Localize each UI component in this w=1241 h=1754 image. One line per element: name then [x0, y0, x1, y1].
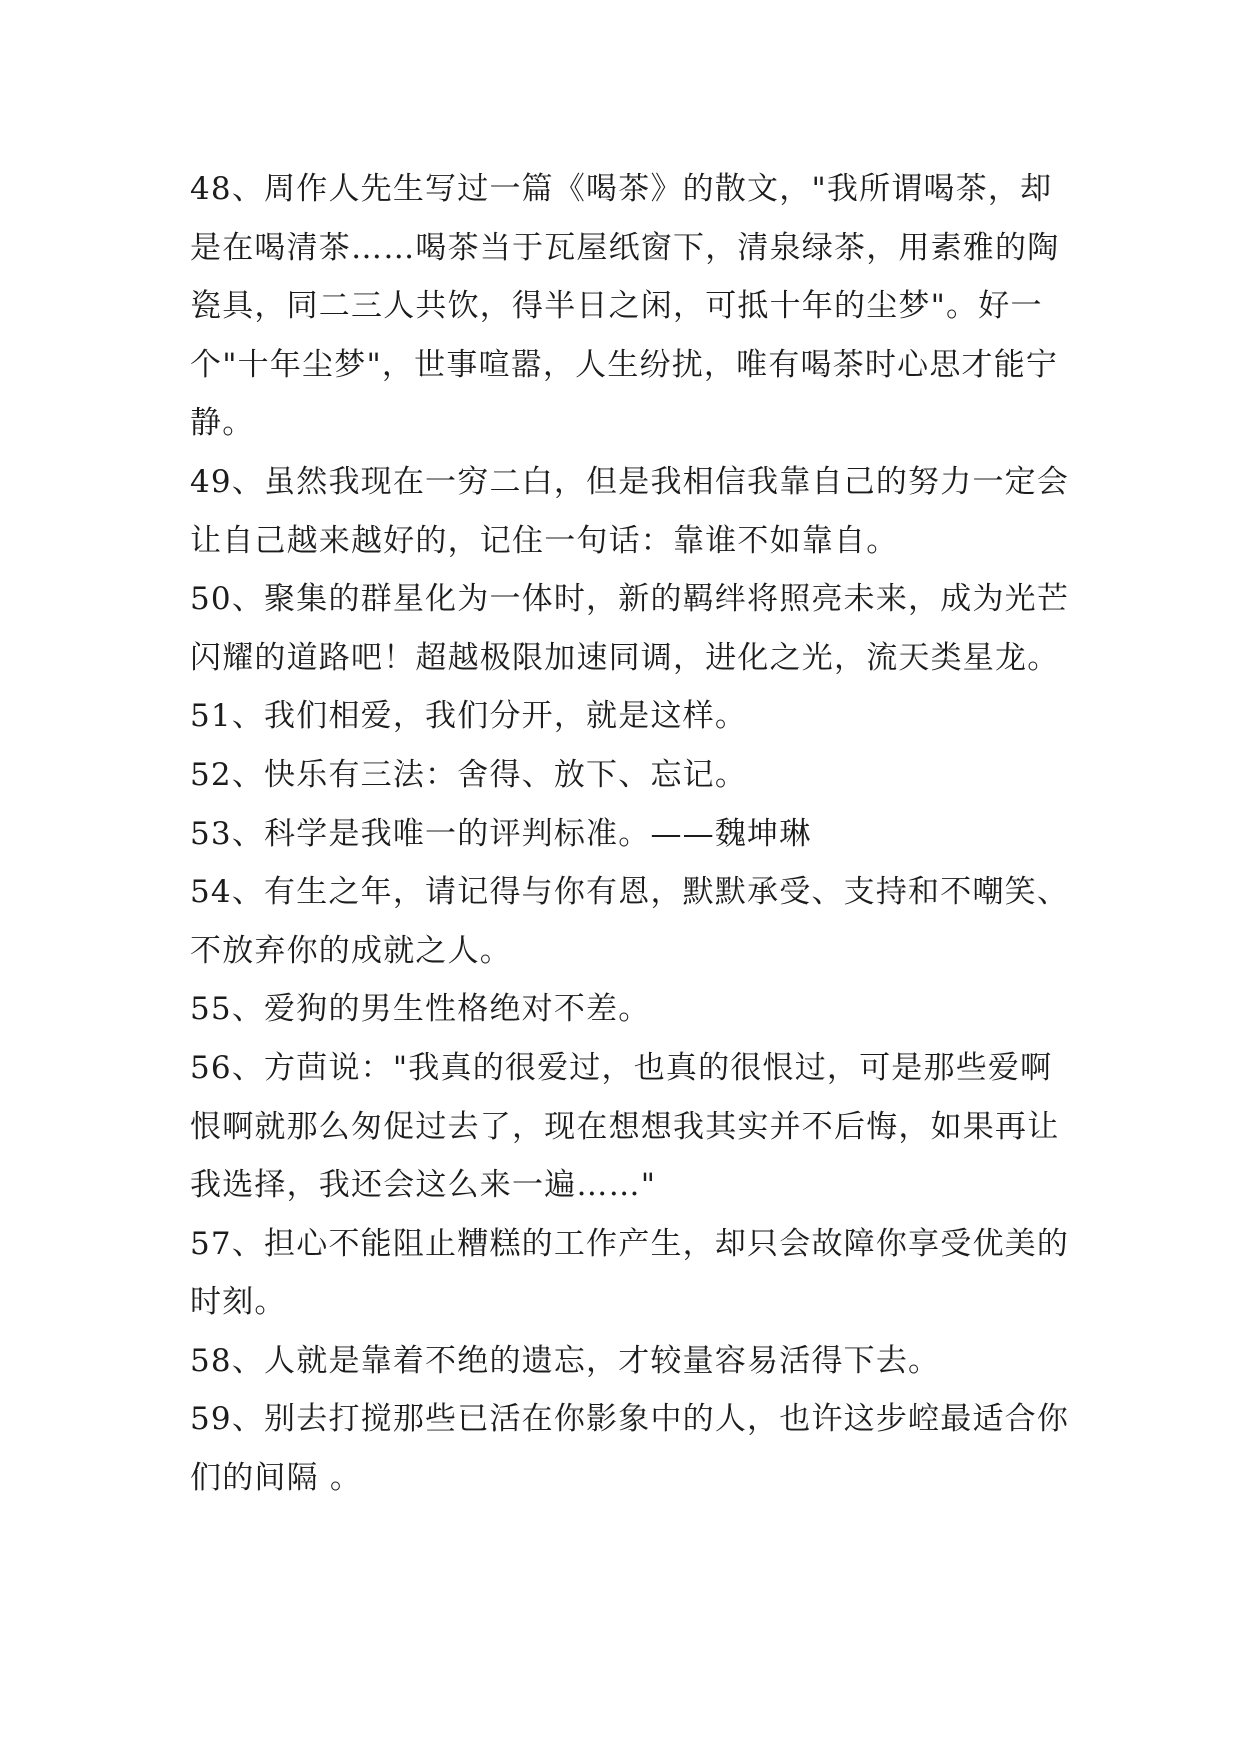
paragraph-59: 59、别去打搅那些已活在你影象中的人，也许这步崆最适合你们的间隔 。: [190, 1401, 1070, 1497]
paragraph-48: 48、周作人先生写过一篇《喝茶》的散文，"我所谓喝茶，却是在喝清茶……喝茶当于瓦屋纸窗下，清泉绿茶，用素雅的陶瓷具，同二三人共饮，得半日之闲，可抵十年的尘梦"。好一个"十年尘梦"，世事喧嚣，人生纷扰，唯有喝茶时心思才能宁静。: [190, 171, 1060, 442]
paragraph-49: 49、虽然我现在一穷二白，但是我相信我靠自己的努力一定会让自己越来越好的，记住一句话：靠谁不如靠自。: [190, 463, 1070, 559]
paragraph-54: 54、有生之年，请记得与你有恩，默默承受、支持和不嘲笑、不放弃你的成就之人。: [190, 874, 1070, 969]
paragraph-56: 56、方茴说："我真的很爱过，也真的很恨过，可是那些爱啊恨啊就那么匆促过去了，现在想想我其实并不后悔，如果再让我选择，我还会这么来一遍……": [190, 1049, 1060, 1204]
paragraph-57: 57、担心不能阻止糟糕的工作产生，却只会故障你享受优美的时刻。: [190, 1225, 1070, 1321]
paragraph-51: 51、我们相爱，我们分开，就是这样。: [190, 698, 748, 735]
paragraph-52: 52、快乐有三法：舍得、放下、忘记。: [190, 756, 748, 793]
paragraph-53: 53、科学是我唯一的评判标准。——魏坤琳: [190, 815, 812, 852]
paragraph-55: 55、爱狗的男生性格绝对不差。: [190, 991, 651, 1028]
paragraph-58: 58、人就是靠着不绝的遗忘，才较量容易活得下去。: [190, 1342, 941, 1379]
document-body: [190, 160, 1070, 1508]
paragraph-50: 50、聚集的群星化为一体时，新的羁绊将照亮未来，成为光芒闪耀的道路吧！超越极限加速同调，进化之光，流天类星龙。: [190, 581, 1070, 676]
